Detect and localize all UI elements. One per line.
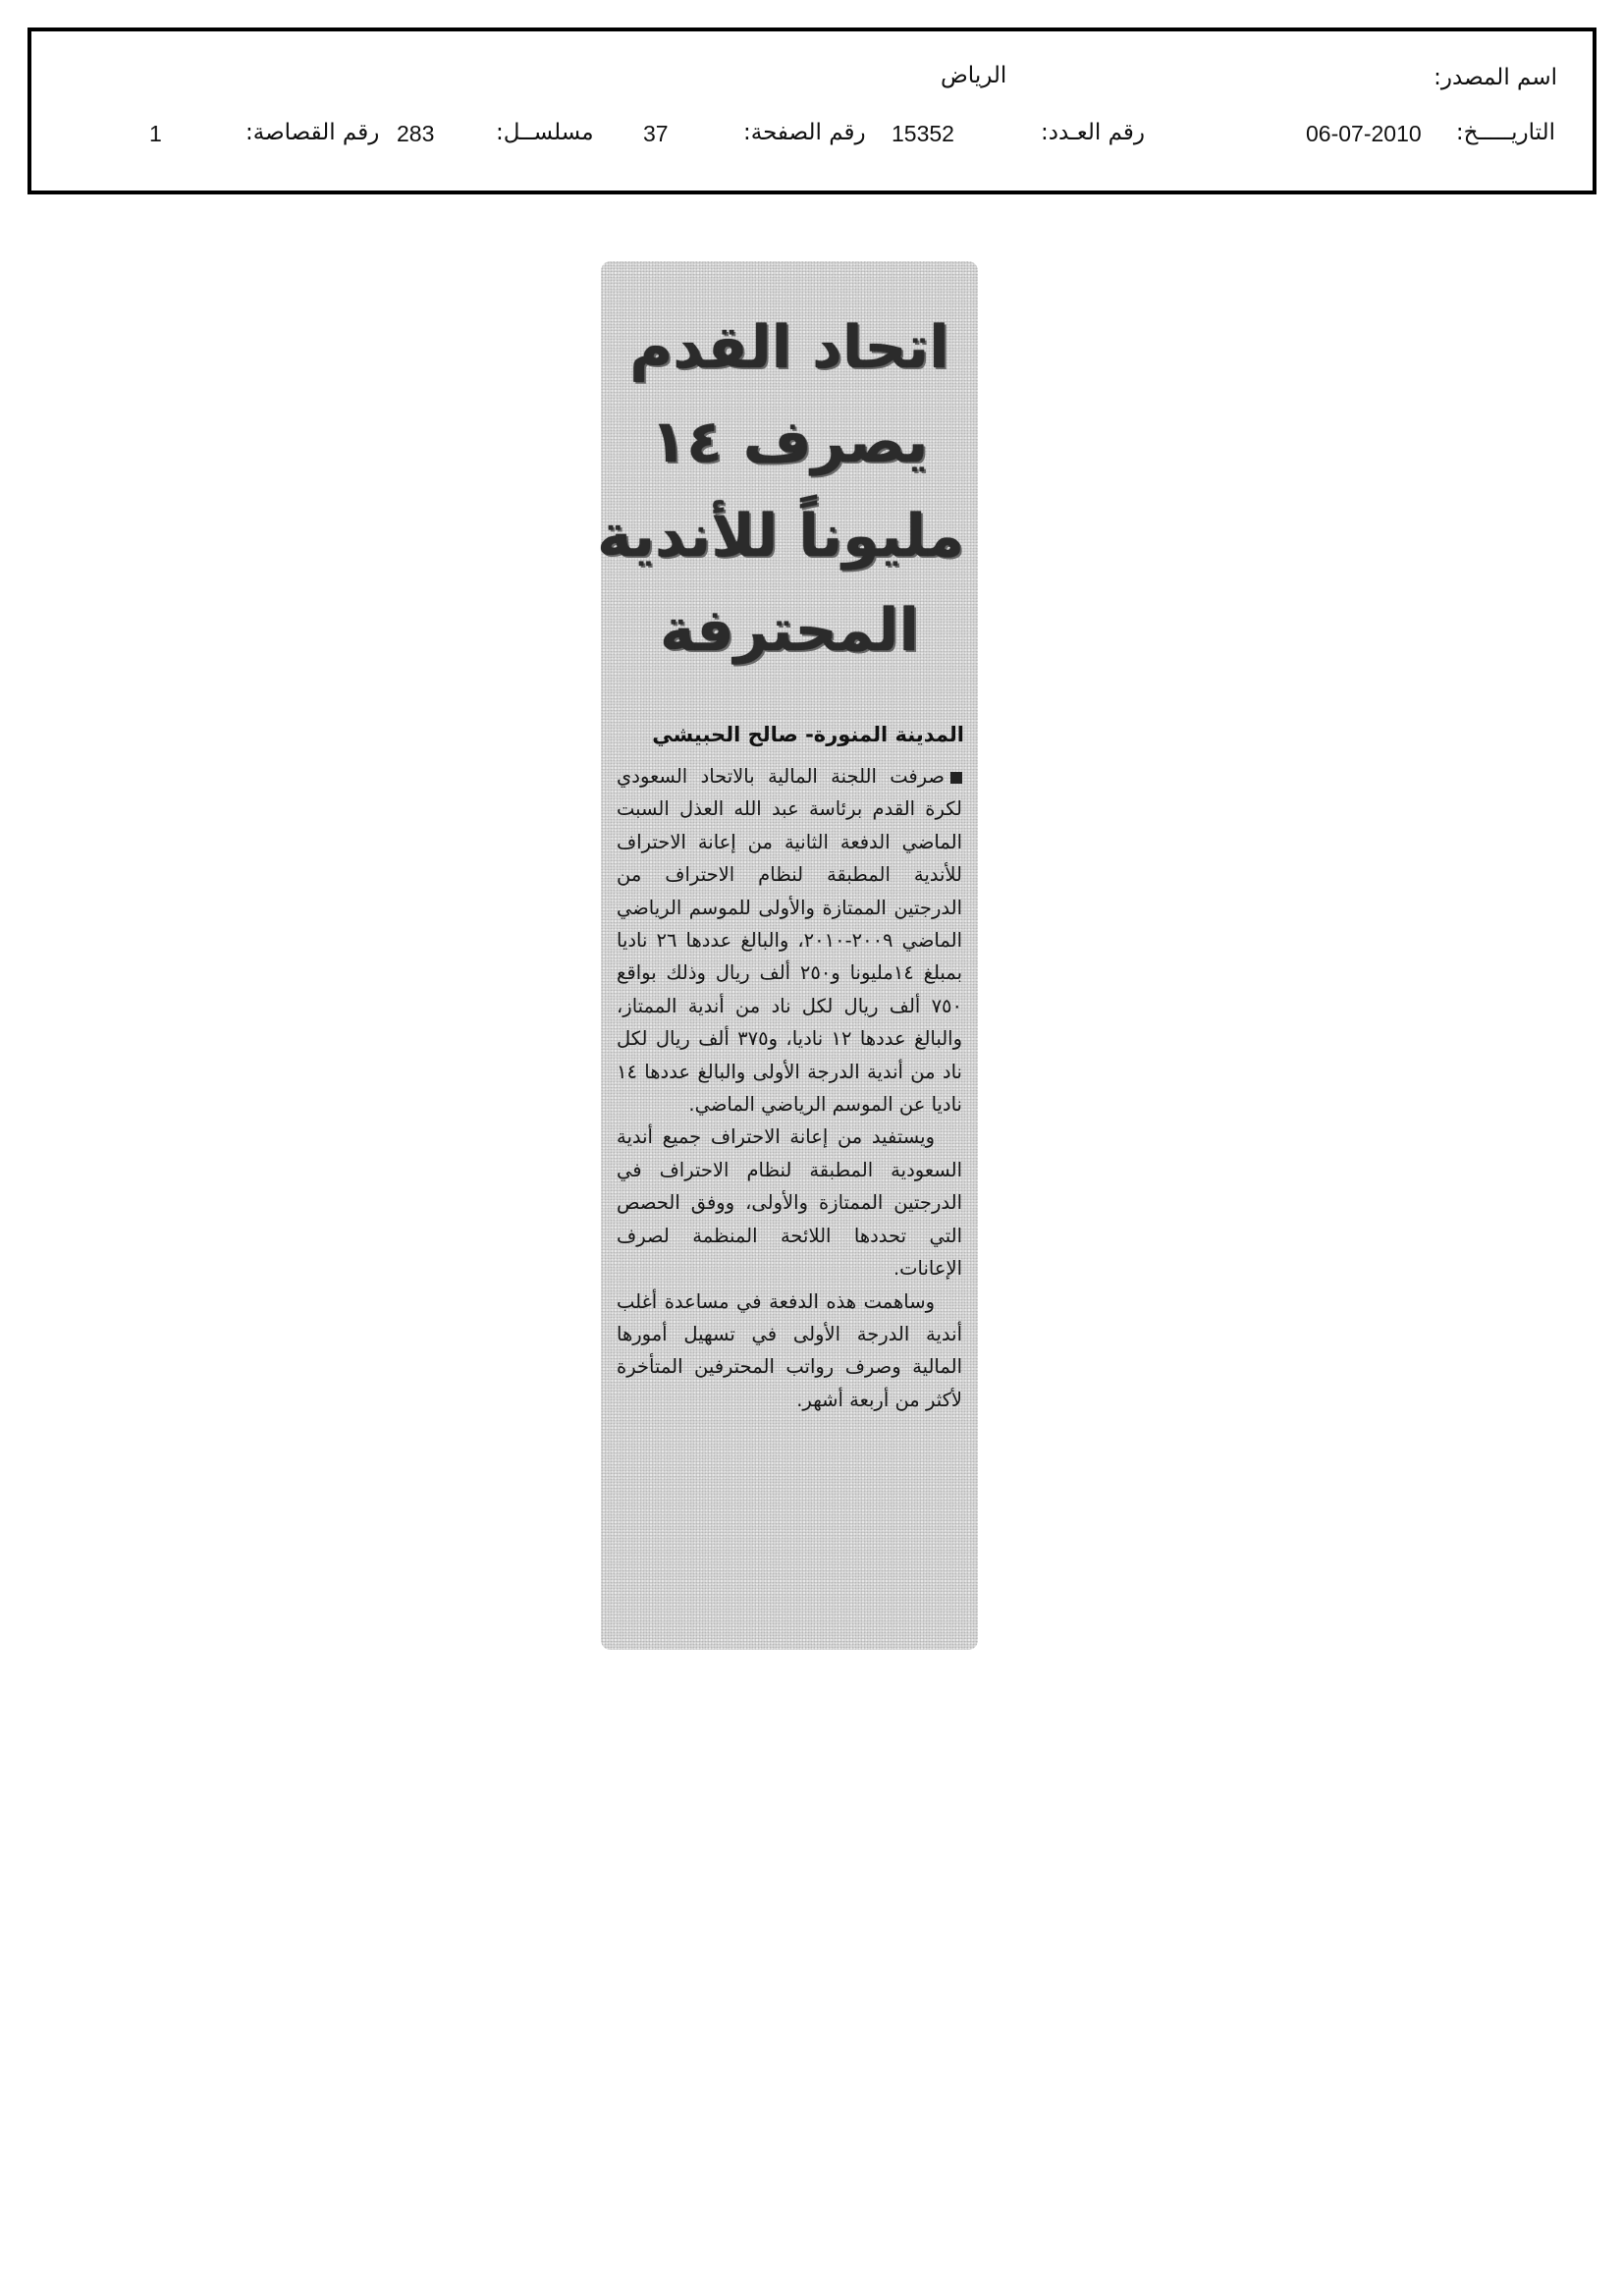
serial-value: 283 (397, 121, 435, 146)
headline-line-2: يصرف ١٤ (650, 408, 929, 476)
source-label: اسم المصدر: (1434, 65, 1557, 90)
article-headline (597, 301, 964, 678)
article-body (617, 760, 962, 1416)
headline-line-4: المحترفة (659, 596, 920, 665)
headline-line-1: اتحاد القدم (629, 313, 949, 382)
source-value: الرياض (941, 63, 1007, 88)
article-paragraph-2: ويستفيد من إعانة الاحتراف جميع أندية السعودية المطبقة لنظام الاحتراف في الدرجتين الممتازة والأولى، ووفق الحصص التي تحددها اللائحة المنظمة لصرف الإعانات. (617, 1125, 962, 1281)
article-byline: المدينة المنورة- صالح الحبيشي (652, 723, 964, 746)
date-label: التاريـــــخ: (1455, 120, 1555, 145)
newspaper-clipping (597, 261, 978, 1650)
article-paragraph-3: وساهمت هذه الدفعة في مساعدة أغلب أندية الدرجة الأولى في تسهيل أمورها المالية وصرف رواتب المحترفين المتأخرة لأكثر من أربعة أشهر. (617, 1289, 962, 1411)
issue-value: 15352 (892, 121, 954, 146)
clip-number-value: 1 (149, 121, 162, 146)
serial-label: مسلســل: (496, 120, 594, 145)
paragraph-1-wrapper (617, 760, 962, 1121)
clipping-metadata-box (27, 27, 1596, 194)
issue-label: رقم العـدد: (1041, 120, 1146, 145)
headline-line-3: مليوناً للأندية (597, 502, 964, 571)
date-value: 06-07-2010 (1306, 121, 1422, 146)
paragraph-bullet-icon (950, 772, 962, 784)
page-label: رقم الصفحة: (743, 120, 866, 145)
page-value: 37 (643, 121, 669, 146)
article-paragraph-1: صرفت اللجنة المالية بالاتحاد السعودي لكرة القدم برئاسة عبد الله العذل السبت الماضي الدفعة الثانية من إعانة الاحتراف للأندية المطبقة لنظام الاحتراف من الدرجتين الممتازة والأولى للموسم الرياضي الماضي ٢٠٠٩-٢٠١٠، والبالغ عددها ٢٦ ناديا بمبلغ ١٤مليونا و٢٥٠ ألف ريال وذلك بواقع ٧٥٠ ألف ريال لكل ناد من أندية الممتاز، والبالغ عددها ١٢ ناديا، و٣٧٥ ألف ريال لكل ناد من أندية الدرجة الأولى والبالغ عددها ١٤ ناديا عن الموسم الرياضي الماضي. (617, 765, 963, 1117)
clip-number-label: رقم القصاصة: (245, 120, 380, 145)
